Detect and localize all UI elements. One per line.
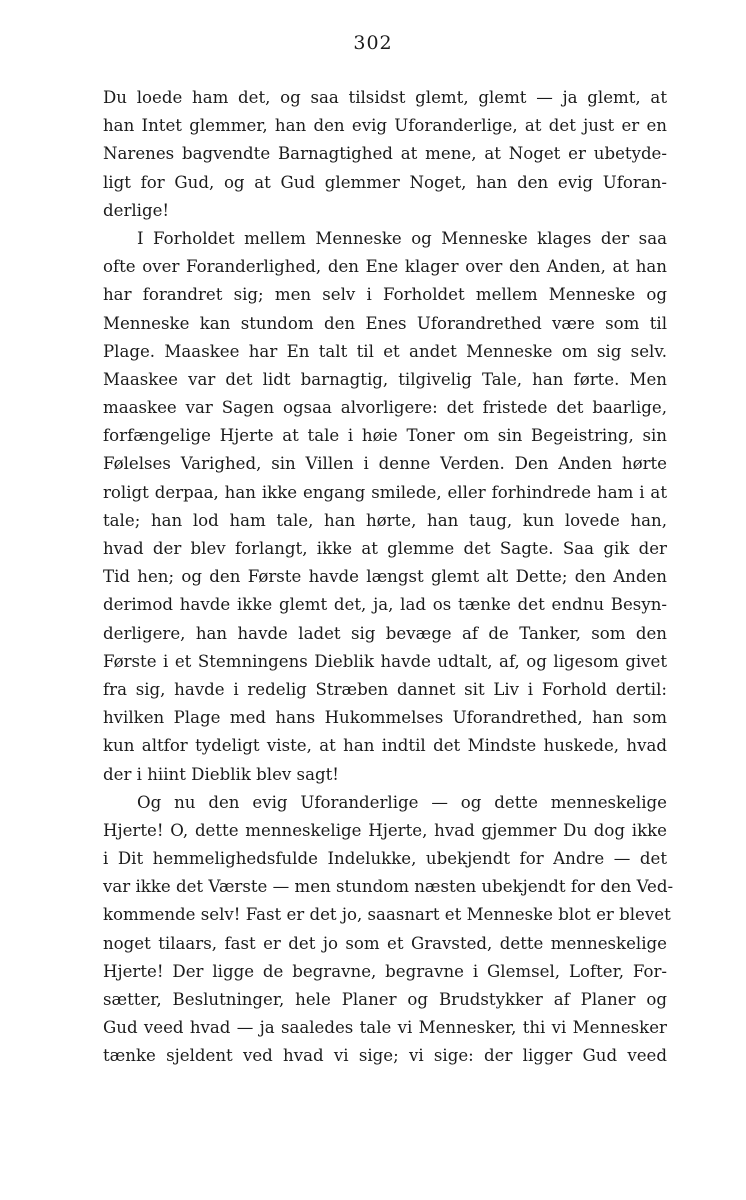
text-line: maaskee var Sagen ogsaa alvorligere: det fristede det baarlige, — [103, 398, 667, 418]
text-line: var ikke det Værste — men stundom næsten ubekjendt for den Ved- — [103, 877, 674, 897]
text-line: Gud veed hvad — ja saaledes tale vi Mennesker, thi vi Mennesker — [103, 1018, 667, 1038]
text-line: roligt derpaa, han ikke engang smilede, eller forhindrede ham i at — [103, 482, 667, 502]
text-line: Hjerte! Der ligge de begravne, begravne i Glemsel, Lofter, For- — [103, 961, 667, 981]
text-line: tænke sjeldent ved hvad vi sige; vi sige: der ligger Gud veed — [103, 1046, 667, 1066]
text-line: sætter, Beslutninger, hele Planer og Brudstykker af Planer og — [103, 990, 667, 1009]
text-line: hvad der blev forlangt, ikke at glemme det Sagte. Saa gik der — [103, 539, 667, 558]
body-text — [103, 84, 674, 1071]
page-number: 302 — [353, 32, 393, 54]
text-line: Narenes bagvendte Barnagtighed at mene, at Noget er ubetyde- — [103, 144, 667, 164]
text-line: Tid hen; og den Første havde længst glemt alt Dette; den Anden — [103, 567, 667, 587]
text-line: kommende selv! Fast er det jo, saasnart et Menneske blot er blevet — [103, 905, 671, 925]
text-line: kun altfor tydeligt viste, at han indtil det Mindste huskede, hvad — [103, 736, 667, 756]
text-line: der i hiint Dieblik blev sagt! — [103, 764, 339, 784]
text-line: Plage. Maaskee har En talt til et andet Menneske om sig selv. — [103, 341, 667, 361]
text-line: Du loede ham det, og saa tilsidst glemt, glemt — ja glemt, at — [103, 88, 667, 107]
text-line: derligere, han havde ladet sig bevæge af de Tanker, som den — [103, 623, 667, 643]
text-line: har forandret sig; men selv i Forholdet mellem Menneske og — [103, 285, 667, 305]
text-line: derimod havde ikke glemt det, ja, lad os tænke det endnu Besyn- — [103, 595, 667, 615]
text-line: Første i et Stemningens Dieblik havde udtalt, af, og ligesom givet — [103, 651, 667, 671]
text-line: ofte over Foranderlighed, den Ene klager over den Anden, at han — [103, 257, 667, 277]
text-line: tale; han lod ham tale, han hørte, han taug, kun lovede han, — [103, 510, 667, 530]
text-line: Menneske kan stundom den Enes Uforandrethed være som til — [103, 313, 667, 333]
text-line: i Dit hemmelighedsfulde Indelukke, ubekjendt for Andre — det — [103, 849, 667, 869]
text-line: Følelses Varighed, sin Villen i denne Verden. Den Anden hørte — [103, 454, 667, 474]
text-line: derlige! — [103, 200, 170, 220]
text-line: noget tilaars, fast er det jo som et Gravsted, dette menneskelige — [103, 933, 667, 953]
text-line: hvilken Plage med hans Hukommelses Uforandrethed, han som — [103, 708, 667, 728]
text-line: forfængelige Hjerte at tale i høie Toner om sin Begeistring, sin — [103, 426, 667, 446]
text-line: ligt for Gud, og at Gud glemmer Noget, han den evig Uforan- — [103, 172, 667, 192]
text-line: Maaskee var det lidt barnagtig, tilgivelig Tale, han førte. Men — [103, 369, 667, 389]
text-line: Hjerte! O, dette menneskelige Hjerte, hvad gjemmer Du dog ikke — [103, 820, 667, 840]
text-line: han Intet glemmer, han den evig Uforanderlige, at det just er en — [103, 116, 667, 136]
text-line: fra sig, havde i redelig Stræben dannet sit Liv i Forhold dertil: — [103, 679, 667, 699]
text-line: I Forholdet mellem Menneske og Menneske klages der saa — [137, 228, 667, 248]
text-line: Og nu den evig Uforanderlige — og dette menneskelige — [137, 792, 667, 812]
